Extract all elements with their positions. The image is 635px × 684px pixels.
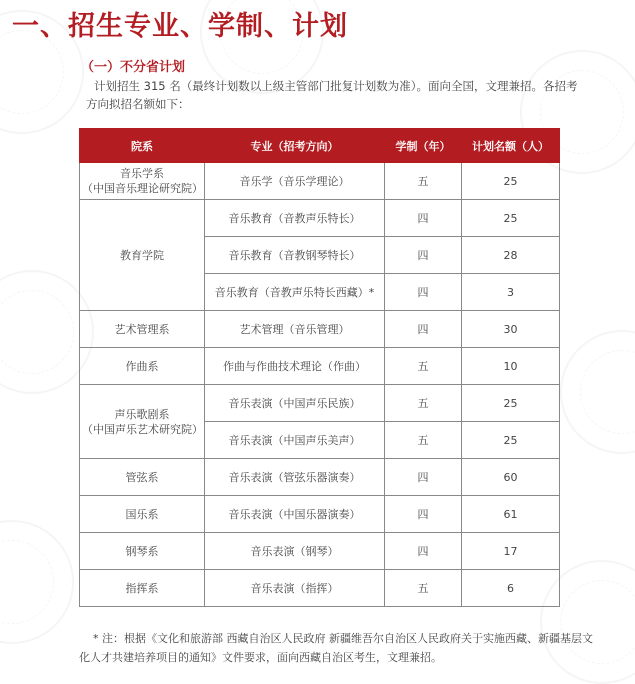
department-cell: 声乐歌剧系 （中国声乐艺术研究院） <box>80 385 205 459</box>
table-row <box>80 311 560 348</box>
table-row <box>80 385 560 422</box>
major-cell: 音乐表演（中国声乐美声） <box>205 422 385 459</box>
intro-paragraph: 计划招生 315 名（最终计划数以上级主管部门批复计划数为准）。面向全国，文理兼招。各招考方向拟招名额如下： <box>86 79 578 111</box>
duration-cell: 五 <box>385 422 462 459</box>
duration-cell: 四 <box>385 311 462 348</box>
column-header-department: 院系 <box>80 129 205 163</box>
department-cell: 作曲系 <box>80 348 205 385</box>
major-cell: 音乐表演（指挥） <box>205 570 385 607</box>
quota-cell: 25 <box>462 200 560 237</box>
major-cell: 音乐表演（中国乐器演奏） <box>205 496 385 533</box>
footnote: * 注：根据《文化和旅游部 西藏自治区人民政府 新疆维吾尔自治区人民政府关于实施西藏、新疆基层文化人才共建培养项目的通知》文件要求，面向西藏自治区考生，文理兼招。 <box>79 632 593 664</box>
table-row <box>80 348 560 385</box>
major-cell: 作曲与作曲技术理论（作曲） <box>205 348 385 385</box>
duration-cell: 四 <box>385 459 462 496</box>
quota-cell: 28 <box>462 237 560 274</box>
duration-cell: 四 <box>385 274 462 311</box>
quota-cell: 6 <box>462 570 560 607</box>
table-row <box>80 496 560 533</box>
department-cell: 指挥系 <box>80 570 205 607</box>
quota-cell: 25 <box>462 163 560 200</box>
quota-cell: 25 <box>462 422 560 459</box>
duration-cell: 五 <box>385 163 462 200</box>
major-cell: 音乐表演（钢琴） <box>205 533 385 570</box>
department-cell: 钢琴系 <box>80 533 205 570</box>
major-cell: 音乐教育（音教声乐特长西藏）* <box>205 274 385 311</box>
major-cell: 音乐教育（音教钢琴特长） <box>205 237 385 274</box>
quota-cell: 10 <box>462 348 560 385</box>
major-cell: 艺术管理（音乐管理） <box>205 311 385 348</box>
column-header-quota: 计划名额（人） <box>462 129 560 163</box>
table-row <box>80 163 560 200</box>
major-cell: 音乐教育（音教声乐特长） <box>205 200 385 237</box>
major-cell: 音乐学（音乐学理论） <box>205 163 385 200</box>
quota-cell: 30 <box>462 311 560 348</box>
table-header-row <box>80 129 560 163</box>
quota-cell: 17 <box>462 533 560 570</box>
duration-cell: 五 <box>385 348 462 385</box>
table-row <box>80 570 560 607</box>
column-header-duration: 学制（年） <box>385 129 462 163</box>
duration-cell: 四 <box>385 237 462 274</box>
department-cell: 教育学院 <box>80 200 205 311</box>
quota-cell: 3 <box>462 274 560 311</box>
quota-cell: 60 <box>462 459 560 496</box>
watermark-seal <box>560 330 635 454</box>
watermark-seal <box>0 520 74 644</box>
department-cell: 艺术管理系 <box>80 311 205 348</box>
table-row <box>80 533 560 570</box>
table-row <box>80 200 560 237</box>
table-row <box>80 459 560 496</box>
major-cell: 音乐表演（中国声乐民族） <box>205 385 385 422</box>
duration-cell: 五 <box>385 385 462 422</box>
duration-cell: 四 <box>385 496 462 533</box>
enrollment-plan-table <box>79 128 560 607</box>
duration-cell: 四 <box>385 533 462 570</box>
duration-cell: 四 <box>385 200 462 237</box>
duration-cell: 五 <box>385 570 462 607</box>
department-cell: 管弦系 <box>80 459 205 496</box>
department-cell: 音乐学系 （中国音乐理论研究院） <box>80 163 205 200</box>
quota-cell: 25 <box>462 385 560 422</box>
column-header-major: 专业（招考方向） <box>205 129 385 163</box>
section-subtitle: （一）不分省计划 <box>81 60 186 75</box>
quota-cell: 61 <box>462 496 560 533</box>
major-cell: 音乐表演（管弦乐器演奏） <box>205 459 385 496</box>
department-cell: 国乐系 <box>80 496 205 533</box>
page-title: 一、招生专业、学制、计划 <box>12 11 348 42</box>
